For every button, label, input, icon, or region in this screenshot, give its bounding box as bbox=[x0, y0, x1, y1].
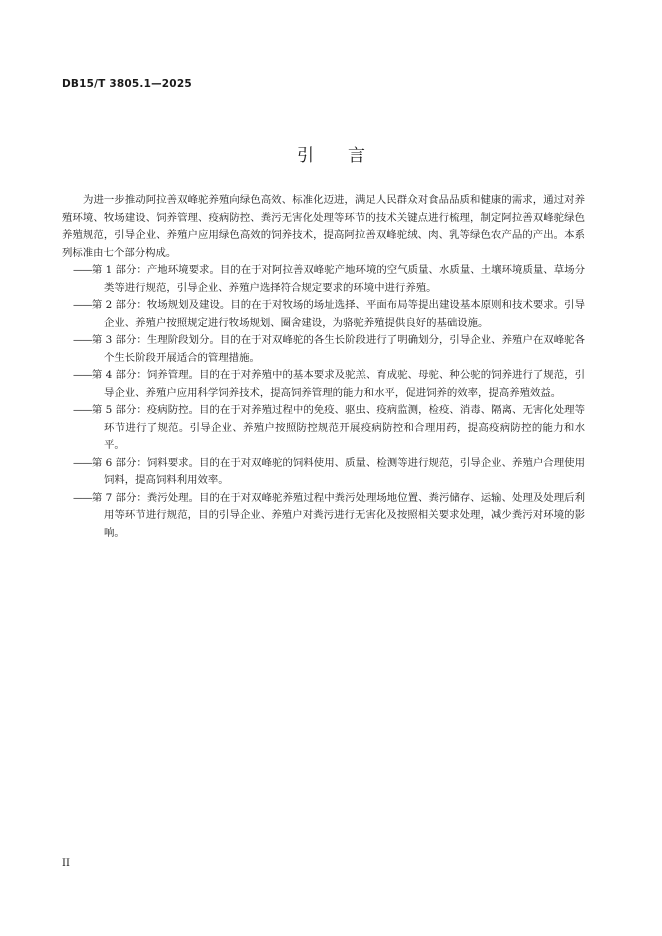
page-title: 引言 bbox=[297, 146, 399, 166]
standard-code: DB15/T 3805.1—2025 bbox=[62, 78, 192, 90]
part-text: 第 6 部分：饲料要求。目的在于对双峰驼的饲料使用、质量、检测等进行规范，引导企业、养殖户合理使用饲料，提高饲料利用效率。 bbox=[91, 456, 585, 486]
list-dash: —— bbox=[73, 369, 92, 381]
part-item bbox=[62, 332, 585, 367]
part-item bbox=[62, 490, 585, 543]
list-dash: —— bbox=[73, 491, 92, 504]
part-text: 第 5 部分：疫病防控。目的在于对养殖过程中的免疫、驱虫、疫病监测，检疫、消毒、隔离、无害化处理等环节进行了规范。引导企业、养殖户按照防控规范开展疫病防控和合理用药，提高疫病防控的能力和水平。 bbox=[91, 404, 585, 451]
list-dash: —— bbox=[73, 456, 92, 469]
part-item bbox=[62, 455, 585, 490]
part-text: 第 4 部分：饲养管理。目的在于对养殖中的基本要求及驼羔、育成驼、母驼、种公驼的饲养进行了规范，引导企业、养殖户应用科学饲养技术，提高饲养管理的能力和水平，促进饲养的效率，提高养殖效益。 bbox=[91, 369, 585, 399]
part-item bbox=[62, 297, 585, 332]
part-text: 第 7 部分：粪污处理。目的在于对双峰驼养殖过程中粪污处理场地位置、粪污储存、运输、处理及处理后利用等环节进行规范，目的引导企业、养殖户对粪污进行无害化及按照相关要求处理，减少粪污对环境的影响。 bbox=[91, 491, 585, 539]
list-dash: —— bbox=[73, 299, 92, 311]
list-dash: —— bbox=[73, 404, 92, 416]
part-item bbox=[62, 402, 585, 455]
parts-list bbox=[62, 262, 585, 542]
part-item bbox=[62, 262, 585, 297]
list-dash: —— bbox=[73, 334, 92, 346]
page-number: II bbox=[62, 858, 70, 869]
part-text: 第 1 部分：产地环境要求。目的在于对阿拉善双峰驼产地环境的空气质量、水质量、土壤环境质量、草场分类等进行规范，引导企业、养殖户选择符合规定要求的环境中进行养殖。 bbox=[91, 264, 585, 294]
part-item bbox=[62, 367, 585, 402]
introduction-body bbox=[62, 192, 585, 542]
part-text: 第 3 部分：生理阶段划分。目的在于对双峰驼的各生长阶段进行了明确划分，引导企业、养殖户在双峰驼各个生长阶段开展适合的管理措施。 bbox=[91, 334, 585, 364]
part-text: 第 2 部分：牧场规划及建设。目的在于对牧场的场址选择、平面布局等提出建设基本原则和技术要求。引导企业、养殖户按照规定进行牧场规划、圈舍建设，为骆驼养殖提供良好的基础设施。 bbox=[91, 299, 585, 329]
list-dash: —— bbox=[73, 264, 92, 276]
intro-paragraph: 为进一步推动阿拉善双峰驼养殖向绿色高效、标准化迈进，满足人民群众对食品品质和健康的需求，通过对养殖环境、牧场建设、饲养管理、疫病防控、粪污无害化处理等环节的技术关键点进行梳理，制定阿拉善双峰驼绿色养殖规范，引导企业、养殖户应用绿色高效的饲养技术，提高阿拉善双峰驼绒、肉、乳等绿色农产品的产出。本系列标准由七个部分构成。 bbox=[62, 194, 585, 259]
